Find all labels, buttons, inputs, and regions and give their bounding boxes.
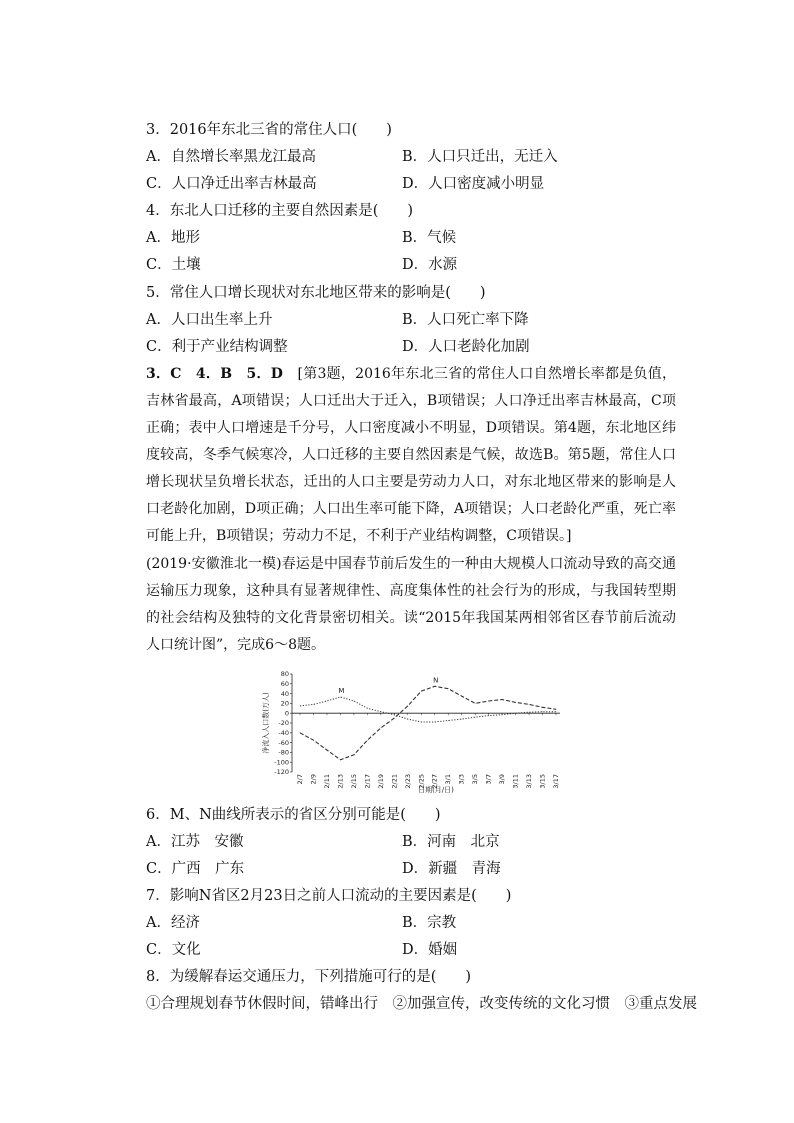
q7-option-b: B．宗教 <box>402 915 457 931</box>
x-tick-label: 2/17 <box>363 774 372 789</box>
q4-option-a: A．地形 <box>146 230 200 246</box>
x-tick-label: 3/9 <box>498 774 507 785</box>
q5-option-c: C．利于产业结构调整 <box>146 339 288 355</box>
series-point-n <box>529 704 530 705</box>
y-tick-label: -60 <box>278 738 289 747</box>
x-tick-label: 2/21 <box>390 774 399 789</box>
x-tick-label: 3/11 <box>511 774 520 789</box>
series-point-m <box>327 701 328 702</box>
series-point-n <box>327 750 328 751</box>
q4-option-d: D．水源 <box>402 257 458 273</box>
q7-option-c: C．文化 <box>146 942 201 958</box>
answer-text-3-5: [第3题，2016年东北三省的常住人口自然增长率都是负值，吉林省最高，A项错误；人口迁出大于迁入，B项错误；人口净迁出率吉林最高，C项正确；表中人口增速是千分号，人口密度减小不明显，D项错误。第4题，东北地区纬度较高，冬季气候寒冷，人口迁移的主要自然因素是气候，故选B。第5题，常住人口增长现状呈负增长状态，迁出的人口主要是劳动力人口，对东北地区带来的影响是人口老龄化加剧，D项正确；人口出生率可能下降，A项错误；人口老龄化严重，死亡率可能上升，B项错误；劳动力不足，不利于产业结构调整，C项错误。] <box>146 366 677 544</box>
series-point-m <box>502 714 503 715</box>
q5-option-d: D．人口老龄化加剧 <box>402 339 530 355</box>
series-point-n <box>542 707 543 708</box>
series-point-n <box>367 740 368 741</box>
population-flow-chart-svg <box>262 666 572 796</box>
q3-option-c: C．人口净迁出率吉林最高 <box>146 176 317 192</box>
answer-key-3-5: 3．C 4．B 5．D <box>146 366 283 382</box>
q6-option-b: B．河南 北京 <box>402 834 500 850</box>
series-point-n <box>340 759 341 760</box>
q3-option-d: D．人口密度减小明显 <box>402 176 545 192</box>
series-point-m <box>488 715 489 716</box>
q6-option-a: A．江苏 安徽 <box>146 834 244 850</box>
y-axis-title: 净流入人口数(万人) <box>262 692 270 754</box>
q5-stem: 5．常住人口增长现状对东北地区带来的影响是( ) <box>146 285 486 301</box>
series-point-n <box>421 691 422 692</box>
x-tick-label: 3/1 <box>444 774 453 785</box>
x-tick-label: 2/25 <box>417 774 426 789</box>
q8-stem: 8．为缓解春运交通压力，下列措施可行的是( ) <box>146 969 472 985</box>
series-point-m <box>448 720 449 721</box>
x-tick-label: 2/15 <box>349 774 358 789</box>
passage-6-8 <box>146 551 676 659</box>
series-point-m <box>475 717 476 718</box>
y-tick-label: -80 <box>278 748 289 757</box>
series-label-m: M <box>338 687 345 696</box>
q4-stem: 4．东北人口迁移的主要自然因素是( ) <box>146 203 414 219</box>
answer-explanation-3-5 <box>146 361 676 550</box>
y-tick-label: -40 <box>278 729 289 737</box>
series-point-n <box>515 702 516 703</box>
y-tick-label: 20 <box>280 699 289 708</box>
q7-stem: 7．影响N省区2月23日之前人口流动的主要因素是( ) <box>146 888 512 904</box>
series-point-n <box>556 709 557 710</box>
x-axis-title: 日期(月/日) <box>418 786 454 794</box>
series-line-m <box>300 697 556 722</box>
series-point-n <box>488 701 489 702</box>
series-point-m <box>529 712 530 713</box>
q7-option-a: A．经济 <box>146 915 200 931</box>
series-point-m <box>300 706 301 707</box>
q7-option-d: D．婚姻 <box>402 942 458 958</box>
series-point-m <box>556 711 557 712</box>
series-point-m <box>394 714 395 715</box>
series-point-n <box>502 699 503 700</box>
series-point-n <box>461 696 462 697</box>
q4-option-c: C．土壤 <box>146 257 201 273</box>
series-point-n <box>448 688 449 689</box>
q6-option-d: D．新疆 青海 <box>402 861 501 877</box>
q5-option-b: B．人口死亡率下降 <box>402 312 529 328</box>
x-tick-label: 3/13 <box>525 774 534 789</box>
x-tick-label: 3/5 <box>471 774 480 785</box>
x-tick-label: 2/19 <box>376 774 385 789</box>
y-tick-label: 0 <box>284 709 289 718</box>
q4-option-b: B．气候 <box>402 230 457 246</box>
series-point-n <box>313 740 314 741</box>
y-tick-label: 60 <box>280 680 289 688</box>
series-point-n <box>381 728 382 729</box>
q8-items: ①合理规划春节休假时间，错峰出行 ②加强宣传，改变传统的文化习惯 ③重点发展 <box>146 996 697 1012</box>
q3-option-b: B．人口只迁出，无迁入 <box>402 149 558 165</box>
passage-text: 春运是中国春节前后发生的一种由大规模人口流动导致的高交通运输压力现象，这种具有显著规律性、高度集体性的社会行为的形成，与我国转型期的社会结构及独特的文化背景密切相关。读“2015年我国某两相邻省区春节前后流动人口统计图”，完成6～8题。 <box>146 556 676 653</box>
x-tick-label: 2/23 <box>403 774 412 789</box>
y-tick-label: 40 <box>280 689 289 698</box>
series-point-m <box>421 722 422 723</box>
y-tick-label: -20 <box>278 719 289 728</box>
x-tick-label: 2/9 <box>309 774 318 785</box>
q6-option-c: C．广西 广东 <box>146 861 245 877</box>
series-point-n <box>407 706 408 707</box>
x-tick-label: 2/7 <box>296 774 304 785</box>
series-point-m <box>461 719 462 720</box>
x-tick-label: 3/17 <box>552 774 560 789</box>
x-tick-label: 2/27 <box>430 774 439 789</box>
series-point-m <box>313 704 314 705</box>
series-point-n <box>354 755 355 756</box>
series-point-n <box>394 718 395 719</box>
series-point-m <box>367 708 368 709</box>
series-point-m <box>381 711 382 712</box>
q6-stem: 6．M、N曲线所表示的省区分别可能是( ) <box>146 807 441 823</box>
y-tick-label: 80 <box>280 670 289 679</box>
series-point-n <box>475 703 476 704</box>
x-tick-label: 3/3 <box>457 774 466 785</box>
x-tick-label: 3/7 <box>484 774 493 785</box>
series-point-m <box>354 701 355 702</box>
x-tick-label: 3/15 <box>538 774 547 789</box>
x-tick-label: 2/13 <box>336 774 345 789</box>
series-point-n <box>434 686 435 687</box>
series-point-m <box>340 697 341 698</box>
series-point-n <box>300 733 301 734</box>
x-tick-label: 2/11 <box>322 774 331 789</box>
q5-option-a: A．人口出生率上升 <box>146 312 273 328</box>
q3-stem: 3．2016年东北三省的常住人口( ) <box>146 122 392 138</box>
series-label-n: N <box>433 676 439 685</box>
series-point-m <box>407 719 408 720</box>
passage-source: (2019·安徽淮北一模) <box>146 556 282 572</box>
population-flow-chart <box>262 666 572 796</box>
series-point-m <box>515 713 516 714</box>
q3-option-a: A．自然增长率黑龙江最高 <box>146 149 316 165</box>
series-point-m <box>434 722 435 723</box>
y-tick-label: -100 <box>274 758 289 767</box>
y-tick-label: -120 <box>274 768 289 777</box>
series-point-m <box>542 711 543 712</box>
